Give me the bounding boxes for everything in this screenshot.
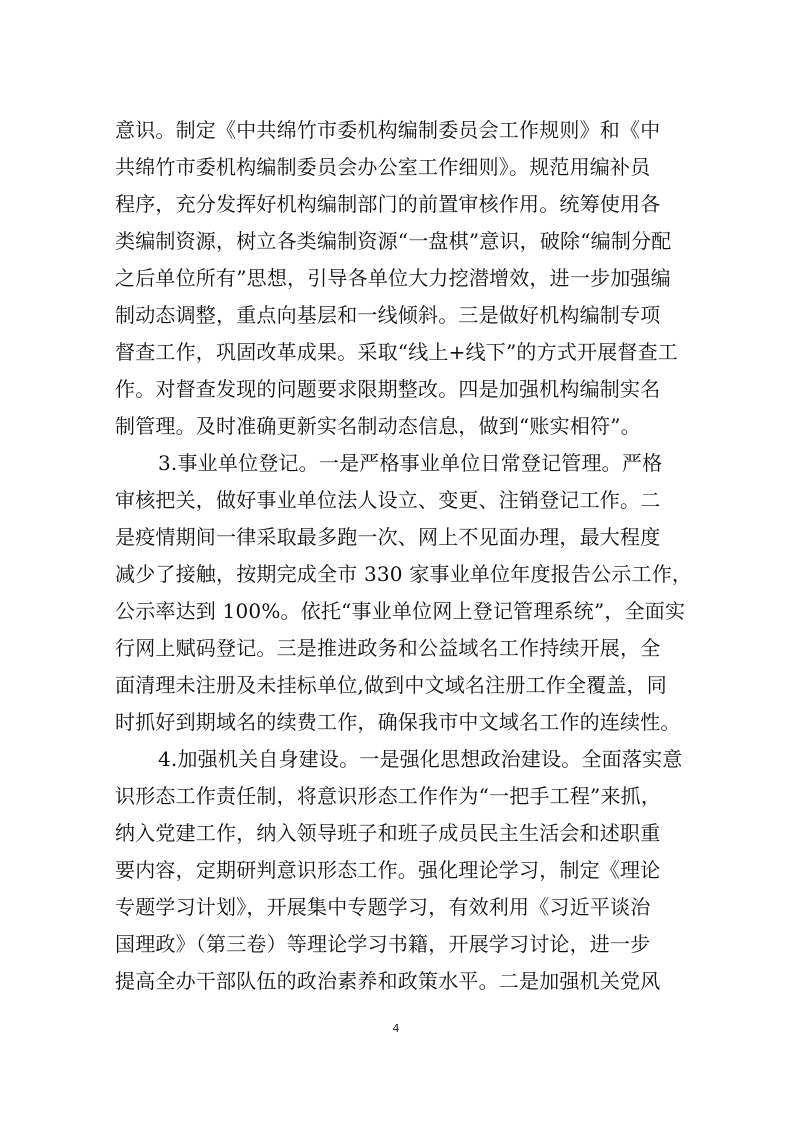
text-line: 时抓好到期域名的续费工作，确保我市中文域名工作的连续性。 xyxy=(115,710,681,734)
text-line: 行网上赋码登记。三是推进政务和公益域名工作持续开展，全 xyxy=(115,636,661,660)
text-line: 之后单位所有”思想，引导各单位大力挖潜增效，进一步加强编 xyxy=(115,266,671,290)
text-line: 要内容，定期研判意识形态工作。强化理论学习，制定《理论 xyxy=(115,858,661,882)
text-line: 识形态工作责任制，将意识形态工作作为“一把手工程”来抓， xyxy=(115,784,662,808)
text-line: 提高全办干部队伍的政治素养和政策水平。二是加强机关党风 xyxy=(115,969,661,993)
page-number: 4 xyxy=(392,1022,400,1035)
text-line: 专题学习计划》，开展集中专题学习，有效利用《习近平谈治 xyxy=(115,895,651,919)
text-line: 程序，充分发挥好机构编制部门的前置审核作用。统筹使用各 xyxy=(115,192,661,216)
text-line: 意识。制定《中共绵竹市委机构编制委员会工作规则》和《中 xyxy=(115,118,661,142)
text-line: 制动态调整，重点向基层和一线倾斜。三是做好机构编制专项 xyxy=(115,303,661,327)
text-line: 国理政》（第三卷）等理论学习书籍，开展学习讨论，进一步 xyxy=(115,932,651,956)
text-line: 作。对督查发现的问题要求限期整改。四是加强机构编制实名 xyxy=(115,377,661,401)
paragraph-start-line: 4.加强机关自身建设。一是强化思想政治建设。全面落实意 xyxy=(158,747,683,771)
text-line: 审核把关，做好事业单位法人设立、变更、注销登记工作。二 xyxy=(115,488,661,512)
text-line: 纳入党建工作，纳入领导班子和班子成员民主生活会和述职重 xyxy=(115,821,661,845)
text-line: 面清理未注册及未挂标单位,做到中文域名注册工作全覆盖，同 xyxy=(115,673,667,697)
text-line: 减少了接触，按期完成全市 330 家事业单位年度报告公示工作， xyxy=(115,562,693,586)
text-line: 共绵竹市委机构编制委员会办公室工作细则》。规范用编补员 xyxy=(115,155,651,179)
text-line: 督查工作，巩固改革成果。采取“线上+线下”的方式开展督查工 xyxy=(115,340,679,364)
text-line: 公示率达到 100%。依托“事业单位网上登记管理系统”，全面实 xyxy=(115,599,686,623)
text-line: 类编制资源，树立各类编制资源“一盘棋”意识，破除“编制分配 xyxy=(115,229,672,253)
text-line: 是疫情期间一律采取最多跑一次、网上不见面办理，最大程度 xyxy=(115,525,661,549)
text-line: 制管理。及时准确更新实名制动态信息，做到“账实相符”。 xyxy=(115,414,641,438)
paragraph-start-line: 3.事业单位登记。一是严格事业单位日常登记管理。严格 xyxy=(158,451,663,475)
